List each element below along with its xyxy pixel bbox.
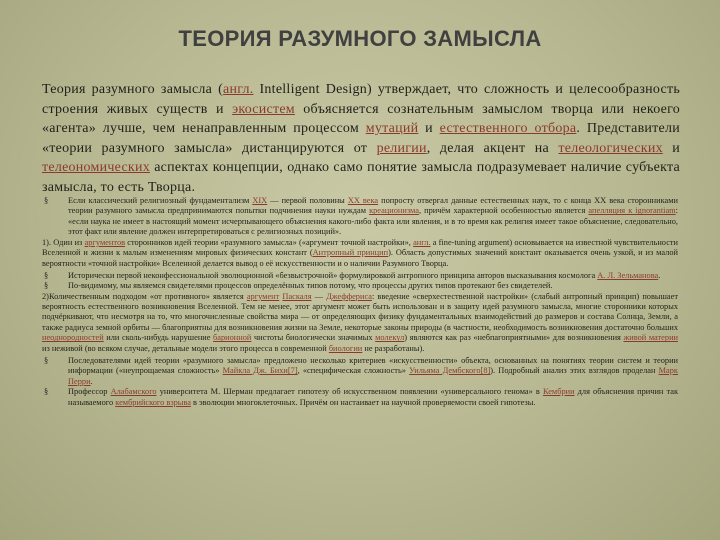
text-run: Последователями идей теории «разумного замысла» предложено несколько критериев «искусственности» объекта, основанных на понятиях теории систем и теории информации («неупрощаемая сложность» — [68, 355, 678, 376]
text-run: чистоты биологически значимых — [251, 333, 376, 343]
text-run: a fine-tuning argument) основывается на известной чувствительности Вселенной и жизни к малым изменениям мировых физических констант ( — [42, 237, 679, 258]
link-english[interactable]: англ. — [223, 82, 254, 97]
text-run: Исторически первой неконфессиональной эволюционной «безвыстрочной» формулировкой антропного принципа авторов высказывания космолога — [68, 270, 598, 280]
link-anthropic-principle[interactable]: Антропный принцип — [312, 248, 389, 258]
paragraph-text: По-видимому, мы являемся свидетелями процессов определённых типов потому, что процессы других типов протекают без свидетелей. — [68, 281, 553, 291]
text-run: — — [311, 291, 327, 301]
intro-text: . Представители «теории разумного замысла» дистанцируются от — [42, 121, 680, 156]
text-run: сторонников идей теории «разумного замысла» («аргумент точной настройки», — [125, 237, 414, 247]
paragraph-text — [68, 387, 678, 408]
text-run: не разработаны). — [362, 343, 425, 353]
link-behe[interactable]: Майкла Дж. Бихи[7] — [222, 366, 298, 376]
link-cambrian[interactable]: Кембрии — [542, 387, 575, 397]
link-20th-century[interactable]: XX века — [347, 196, 379, 205]
link-19th-century[interactable]: XIX — [252, 196, 268, 205]
link-teleonomic[interactable]: телеономических — [42, 160, 150, 175]
link-teleological[interactable]: телеологических — [558, 140, 663, 156]
text-run: 1). Один из — [42, 237, 85, 247]
intro-paragraph — [42, 80, 680, 197]
text-run: . — [658, 270, 661, 280]
text-run: : «если наука не имеет в настоящий момент исчерпывающего объяснения какого-либо факта или явления, и в то время как религия имеет такое объяснение, следовательно, этот факт или явление должен интерпретироваться с религиозных позиций». — [68, 206, 678, 237]
link-natural-selection[interactable]: естественного отбора — [439, 121, 577, 136]
intro-text: и — [662, 140, 680, 156]
text-run: для объяснения причин так называемого — [68, 387, 678, 407]
paragraph-text — [42, 292, 678, 355]
intro-text: Intelligent Design) утверждает, что сложность и целесообразность строения живых существ и — [42, 82, 680, 117]
paragraph-text — [68, 271, 678, 281]
link-religion[interactable]: религии — [376, 140, 427, 156]
list-item — [42, 281, 678, 291]
text-run: 2)Количественным подходом «от противного» является — [42, 291, 247, 301]
link-living-matter[interactable]: живой материи — [623, 333, 678, 343]
text-run: университета М. Шерман предлагает гипотезу об искусственном появлении «универсального генома» в — [156, 387, 543, 397]
intro-text: , делая акцент на — [426, 140, 559, 156]
text-run: . — [90, 376, 93, 386]
text-run: , причём характерной особенностью является — [418, 206, 589, 216]
body-text — [42, 196, 678, 408]
paragraph-text — [68, 196, 678, 238]
link-mark-perry[interactable]: Марк Перри — [68, 366, 678, 386]
list-item — [42, 271, 678, 281]
link-cambrian-explosion[interactable]: кембрийского взрыва — [115, 397, 191, 407]
link-alabama[interactable]: Алабамского — [110, 387, 157, 397]
link-inhomogeneities[interactable]: неоднородностей — [42, 333, 104, 343]
text-run: Профессор — [68, 387, 111, 397]
list-item — [42, 356, 678, 387]
text-run: ) являются как раз «небпагоприятными» для возникновения — [404, 333, 624, 343]
text-run: в эволюции многоклеточных. Причём он настаивает на научной проверяемости своей гипотезы. — [190, 397, 536, 407]
text-run: — первой половины — [267, 196, 348, 205]
intro-text: и — [418, 121, 440, 136]
link-biology[interactable]: биологии — [328, 343, 363, 353]
link-jeffreys[interactable]: Джеффериса — [326, 291, 372, 301]
link-english[interactable]: англ. — [413, 237, 431, 247]
link-dembski[interactable]: Уильяма Дембского[8] — [409, 366, 491, 376]
bullet-icon: § — [44, 355, 49, 365]
text-run: или сколь-нибудь нарушение — [103, 333, 214, 343]
paragraph-text — [42, 238, 678, 269]
text-run: ). Область допустимых значений констант оказывается очень узкой, и из малой вероятности «точной настройки» Вселенной делается вывод о её искусственности и о наличии Разумного Творца. — [42, 248, 678, 268]
link-mutations[interactable]: мутаций — [365, 121, 419, 136]
link-argument-from-ignorance[interactable]: апелляция к ignorantiam — [588, 206, 676, 216]
page-title: ТЕОРИЯ РАЗУМНОГО ЗАМЫСЛА — [178, 26, 542, 51]
link-creationism[interactable]: креационизма — [369, 206, 419, 216]
text-run: из неживой (во всяком случае, детальные модели этого процесса в современной — [42, 343, 329, 353]
link-zelmanov[interactable]: А. Л. Зельманова — [597, 270, 659, 280]
link-argument[interactable]: аргумент — [246, 291, 280, 301]
intro-text: аспектах концепции, однако само понятие замысла подразумевает наличие субъекта замысла, то есть Творца. — [42, 160, 680, 195]
paragraph-text — [68, 356, 678, 387]
text-run: : введение «сверхестественной настройки» (слабый антропный принцип) повышает вероятность естественного возникновения Вселенной. Тем не менее, этот аргумент может быть использован и в защиту идей разумного замысла, многие сторонники которых подчёркивают, что несмотря на то, что многочисленные свойства мира — от определяющих физику фундаментальных взаимодействий до размеров и состава Солнца, Земли, а также радиуса земной орбиты — благоприятны для возникновения жизни на Земле, некоторые законы природы (в частности, необходимость возникновения достаточно больших — [42, 291, 678, 332]
intro-text: объясняется сознательным замыслом творца или некоего «агента» лучше, чем ненаправленным процессом — [42, 101, 680, 136]
list-item — [42, 196, 678, 238]
link-pascal[interactable]: Паскаля — [282, 291, 312, 301]
list-item — [42, 387, 678, 408]
text-run: , «специфическая сложность» — [297, 366, 410, 376]
link-baryonic[interactable]: барионной — [213, 333, 252, 343]
bullet-icon: § — [44, 387, 49, 397]
bullet-icon: § — [44, 281, 49, 291]
link-arguments[interactable]: аргументов — [84, 237, 126, 247]
bullet-icon: § — [44, 196, 49, 205]
text-run: попросту отвергал данные естественных наук, то с конца XX века сторонниками теории разумного замысла предпринимаются попытки подчинения науки нуждам — [68, 196, 678, 216]
intro-text: Теория разумного замысла ( — [42, 82, 224, 97]
text-run: ). Подробный анализ этих взглядов проделан — [490, 366, 659, 376]
text-run: Если классический религиозный фундаментализм — [68, 196, 253, 205]
bullet-icon: § — [44, 270, 49, 280]
link-ecosystems[interactable]: экосистем — [232, 101, 295, 117]
link-molecules[interactable]: молекул — [375, 333, 405, 343]
